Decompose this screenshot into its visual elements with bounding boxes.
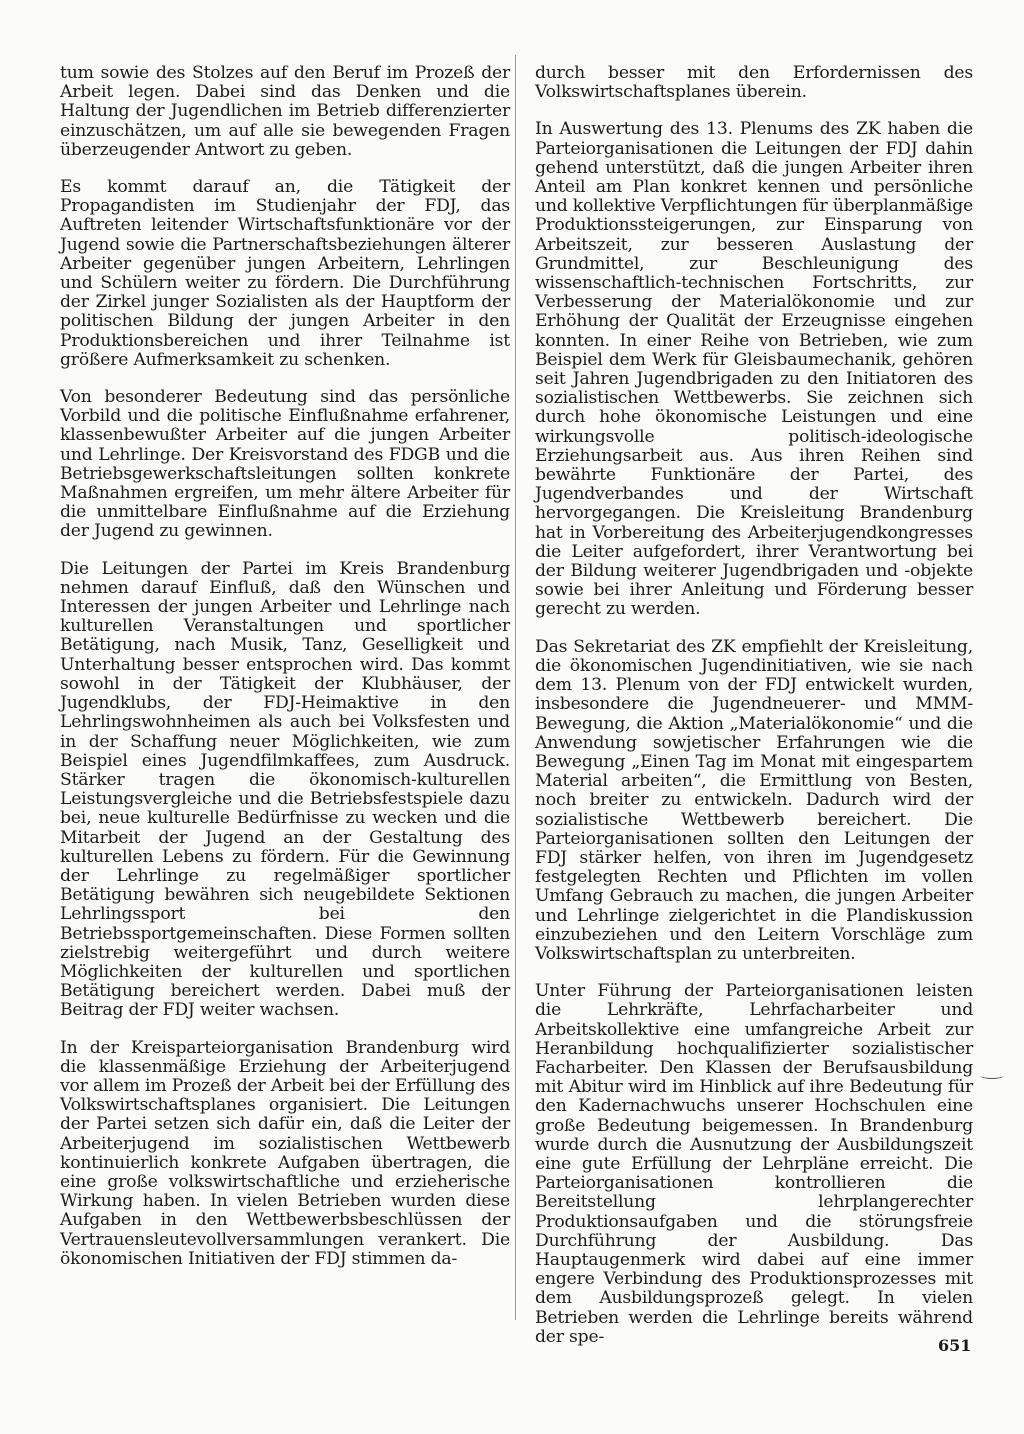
paragraph: Es kommt darauf an, die Tätigkeit der Propagandisten im Studienjahr der FDJ, das Auftreten leitender Wirtschaftsfunktionäre vor der Jugend sowie die Partnerschaftsbeziehungen älterer Arbeiter gegenüber jungen Arbeitern, Lehrlingen und Schülern weiter zu fördern. Die Durchführung der Zirkel junger Sozialisten als der Hauptform der politischen Bildung der jungen Arbeiter in den Produktionsbereichen und ihrer Teilnahme ist größere Aufmerksamkeit zu schenken. — [60, 177, 510, 370]
left-column — [60, 64, 510, 1287]
margin-mark — [980, 1072, 1004, 1079]
paragraph: tum sowie des Stolzes auf den Beruf im Prozeß der Arbeit legen. Dabei sind das Denken und die Haltung der Jugendlichen im Betrieb differenzierter einzuschätzen, um auf alle sie bewegenden Fragen überzeugender Antwort zu geben. — [60, 63, 510, 160]
paragraph: In Auswertung des 13. Plenums des ZK haben die Parteiorganisationen die Leitungen der FDJ dahin gehend unterstützt, daß die jungen Arbeiter ihren Anteil am Plan konkret kennen und persönliche und kollektive Verpflichtungen für überplanmäßige Produktionssteigerungen, zur Einsparung von Arbeitszeit, zur besseren Auslastung der Grundmittel, zur Beschleunigung des wissenschaftlich-technischen Fortschritts, zur Verbesserung der Materialökonomie und zur Erhöhung der Qualität der Erzeugnisse eingehen konnten. In einer Reihe von Betrieben, wie zum Beispiel dem Werk für Gleisbaumechanik, gehören seit Jahren Jugendbrigaden zu den Initiatoren des sozialistischen Wettbewerbs. Sie zeichnen sich durch hohe ökonomische Leistungen und eine wirkungsvolle politisch-ideologische Erziehungsarbeit aus. Aus ihren Reihen sind bewährte Funktionäre der Partei, des Jugendverbandes und der Wirtschaft hervorgegangen. Die Kreisleitung Brandenburg hat in Vorbereitung des Arbeiterjugendkongresses die Leiter aufgefordert, ihrer Verantwortung bei der Bildung weiterer Jugendbrigaden und -objekte sowie bei ihrer Anleitung und Förderung besser gerecht zu werden. — [535, 119, 974, 620]
column-divider — [515, 55, 516, 1320]
paragraph: Von besonderer Bedeutung sind das persönliche Vorbild und die politische Einflußnahme erfahrener, klassenbewußter Arbeiter auf die jungen Arbeiter und Lehrlinge. Der Kreisvorstand des FDGB und die Betriebsgewerkschaftsleitungen sollten konkrete Maßnahmen ergreifen, um mehr ältere Arbeiter für die unmittelbare Einflußnahme auf die Erziehung der Jugend zu gewinnen. — [60, 387, 510, 542]
paragraph: Unter Führung der Parteiorganisationen leisten die Lehrkräfte, Lehrfacharbeiter und Arbeitskollektive eine umfangreiche Arbeit zur Heranbildung hochqualifizierter sozialistischer Facharbeiter. Den Klassen der Berufsausbildung mit Abitur wird im Hinblick auf ihre Bedeutung für den Kadernachwuchs unserer Hochschulen eine große Bedeutung beigemessen. In Brandenburg wurde durch die Ausnutzung der Ausbildungszeit eine gute Erfüllung der Lehrpläne erreicht. Die Parteiorganisationen kontrollieren die Bereitstellung lehrplangerechter Produktionsaufgaben und die störungsfreie Durchführung der Ausbildung. Das Hauptaugenmerk wird dabei auf eine immer engere Verbindung des Produktionsprozesses mit dem Ausbildungsprozeß gelegt. In vielen Betrieben werden die Lehrlinge bereits während der spe- — [535, 981, 973, 1347]
paragraph: Das Sekretariat des ZK empfiehlt der Kreisleitung, die ökonomischen Jugendinitiativen, wie sie nach dem 13. Plenum von der FDJ entwickelt wurden, insbesondere die Jugendneuerer- und MMM-Bewegung, die Aktion „Materialökonomie“ und die Anwendung sowjetischer Erfahrungen wie die Bewegung „Einen Tag im Monat mit eingespartem Material arbeiten“, die Ermittlung von Besten, noch breiter zu entwickeln. Dadurch wird der sozialistische Wettbewerb bereichert. Die Parteiorganisationen sollten den Leitungen der FDJ stärker helfen, von ihren im Jugendgesetz festgelegten Rechten und Pflichten im vollen Umfang Gebrauch zu machen, die jungen Arbeiter und Lehrlinge zielgerichtet in die Plandiskussion einzubeziehen und den Leitern Vorschläge zum Volkswirtschaftsplan zu unterbreiten. — [535, 636, 973, 964]
right-column — [535, 64, 973, 1365]
paragraph: In der Kreisparteiorganisation Brandenburg wird die klassenmäßige Erziehung der Arbeiterjugend vor allem im Prozeß der Arbeit bei der Erfüllung des Volkswirtschaftsplanes organisiert. Die Leitungen der Partei setzen sich dafür ein, daß die Leiter der Arbeiterjugend im sozialistischen Wettbewerb kontinuierlich konkrete Aufgaben übertragen, die eine große volkswirtschaftliche und erzieherische Wirkung haben. In vielen Betrieben wurden diese Aufgaben in den Wettbewerbsbeschlüssen der Vertrauensleutevollversammlungen verankert. Die ökonomischen Initiativen der FDJ stimmen da- — [60, 1037, 510, 1269]
page-number: 651 — [938, 1336, 972, 1355]
paragraph: Die Leitungen der Partei im Kreis Brandenburg nehmen darauf Einfluß, daß den Wünschen und Interessen der jungen Arbeiter und Lehrlinge nach kulturellen Veranstaltungen und sportlicher Betätigung, nach Musik, Tanz, Geselligkeit und Unterhaltung besser entsprochen wird. Das kommt sowohl in der Tätigkeit der Klubhäuser, der Jugendklubs, der FDJ-Heimaktive in den Lehrlingswohnheimen als auch bei Volksfesten und in der Schaffung neuer Möglichkeiten, wie zum Beispiel eines Jugendfilmkaffees, zum Ausdruck. Stärker tragen die ökonomisch-kulturellen Leistungsvergleiche und die Betriebsfestspiele dazu bei, neue kulturelle Bedürfnisse zu wecken und die Mitarbeit der Jugend an der Gestaltung des kulturellen Lebens zu fördern. Für die Gewinnung der Lehrlinge zu regelmäßiger sportlicher Betätigung bewähren sich neugebildete Sektionen Lehrlingssport bei den Betriebssportgemeinschaften. Diese Formen sollten zielstrebig weitergeführt und durch weitere Möglichkeiten der kulturellen und sportlichen Betätigung bereichert werden. Dabei muß der Beitrag der FDJ weiter wachsen. — [60, 558, 510, 1021]
paragraph: durch besser mit den Erfordernissen des Volkswirtschaftsplanes überein. — [535, 63, 973, 103]
